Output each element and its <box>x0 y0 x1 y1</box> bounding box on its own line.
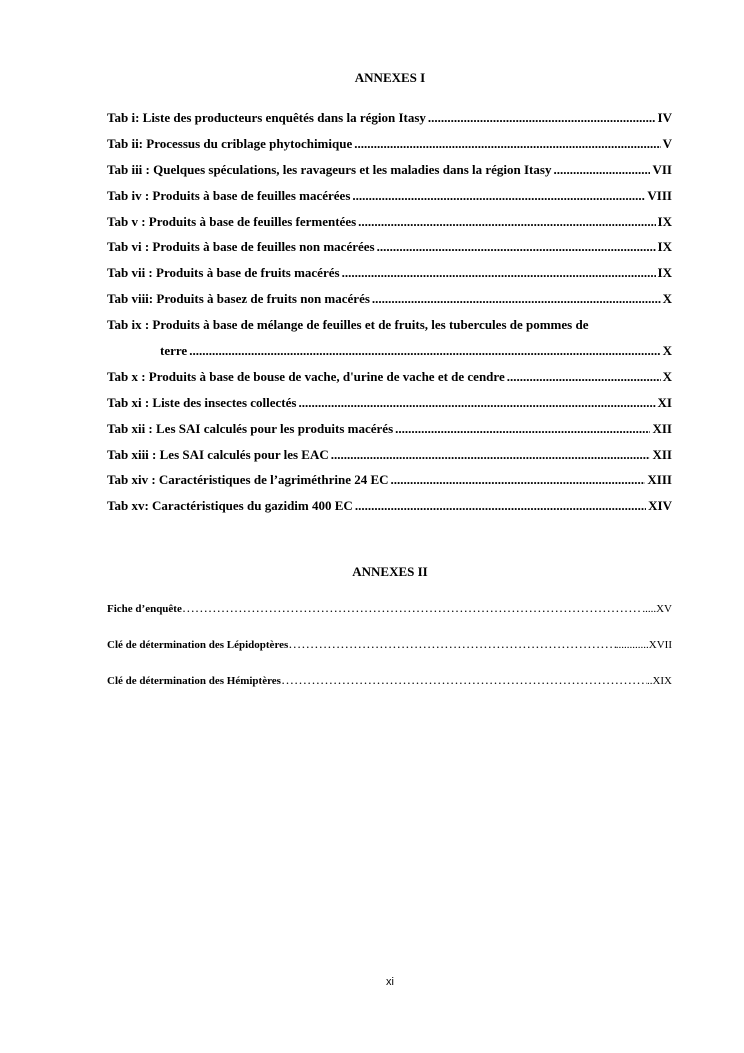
dot-leader <box>331 445 651 465</box>
annexes-1-heading: ANNEXES I <box>354 70 426 85</box>
dot-leader <box>182 600 643 616</box>
toc-entry-title: Tab ii: Processus du criblage phytochimique <box>107 135 353 151</box>
toc-entry-tab-v[interactable] <box>107 212 672 238</box>
toc-entry-tab-viii[interactable] <box>107 289 672 315</box>
toc-entry-page: IX <box>657 213 672 229</box>
dot-leader <box>553 160 650 180</box>
toc-entry-title: Tab iii : Quelques spéculations, les ravageurs et les maladies dans la région Itasy <box>107 161 552 177</box>
toc-entry-cle-hemipteres[interactable] <box>107 672 672 708</box>
toc-entry-page: X <box>662 368 672 384</box>
toc-entry-tab-xi[interactable] <box>107 393 672 419</box>
toc-entry-page: IV <box>657 110 672 125</box>
toc-entry-tab-xiv[interactable] <box>107 470 672 496</box>
toc-entry-page: IX <box>657 265 672 281</box>
toc-entry-title: Tab xiii : Les SAI calculés pour les EAC <box>107 446 329 462</box>
toc-entry-title: Tab i: Liste des producteurs enquêtés dans la région Itasy <box>107 110 426 125</box>
toc-entry-page: XIV <box>648 498 672 514</box>
annexes-2-toc <box>107 600 672 708</box>
toc-entry-tab-iii[interactable] <box>107 160 672 186</box>
dot-leader <box>281 672 647 688</box>
toc-entry-title: Tab xi : Liste des insectes collectés <box>107 394 297 410</box>
toc-entry-page: V <box>662 135 672 151</box>
dot-leader <box>352 186 645 206</box>
toc-entry-cle-lepidopteres[interactable] <box>107 636 672 672</box>
toc-entry-title: Tab x : Produits à base de bouse de vache, d'urine de vache et de cendre <box>107 368 505 384</box>
toc-entry-title: Clé de détermination des Lépidoptères <box>107 639 289 651</box>
toc-entry-page: XI <box>657 394 672 410</box>
toc-entry-page: X <box>662 343 672 359</box>
toc-entry-title: Tab viii: Produits à basez de fruits non macérés <box>107 291 370 307</box>
toc-entry-page: ............XVII <box>615 639 672 651</box>
dot-leader <box>342 263 656 283</box>
dot-leader <box>354 134 660 154</box>
toc-entry-title: Tab xiv : Caractéristiques de l’agriméthrine 24 EC <box>107 472 389 488</box>
toc-entry-fiche-enquete[interactable] <box>107 600 672 636</box>
toc-entry-page: VIII <box>647 187 672 203</box>
toc-entry-title: Clé de détermination des Hémiptères <box>107 675 281 687</box>
toc-entry-tab-i[interactable] <box>107 108 672 134</box>
toc-entry-tab-iv[interactable] <box>107 186 672 212</box>
toc-entry-tab-xii[interactable] <box>107 419 672 445</box>
toc-entry-title-continued: terre <box>160 343 188 359</box>
toc-entry-tab-vi[interactable] <box>107 237 672 263</box>
toc-entry-title: Tab xv: Caractéristiques du gazidim 400 EC <box>107 498 353 514</box>
toc-entry-title: Tab vi : Produits à base de feuilles non macérées <box>107 239 375 255</box>
dot-leader <box>355 496 646 516</box>
toc-entry-page: .....XV <box>642 603 672 615</box>
toc-entry-page: XII <box>652 446 672 462</box>
toc-entry-tab-ii[interactable] <box>107 134 672 160</box>
toc-entry-title: Fiche d’enquête <box>107 603 182 615</box>
annexes-2-heading: ANNEXES II <box>352 564 428 579</box>
toc-entry-title: Tab v : Produits à base de feuilles fermentées <box>107 213 357 229</box>
toc-entry-page: IX <box>657 239 672 255</box>
toc-entry-continuation <box>107 341 672 367</box>
dot-leader <box>189 341 660 361</box>
toc-entry-tab-xv[interactable] <box>107 496 672 522</box>
dot-leader <box>358 212 655 232</box>
toc-entry-page: XIII <box>647 472 672 488</box>
toc-entry-title: Tab xii : Les SAI calculés pour les produits macérés <box>107 420 394 436</box>
toc-entry-tab-x[interactable] <box>107 367 672 393</box>
toc-entry-title: Tab vii : Produits à base de fruits macérés <box>107 265 340 281</box>
dot-leader <box>507 367 661 387</box>
dot-leader <box>288 636 615 652</box>
toc-entry-page: XII <box>652 420 672 436</box>
dot-leader <box>298 393 655 413</box>
page-number: xi <box>386 976 394 988</box>
toc-entry-tab-xiii[interactable] <box>107 445 672 471</box>
toc-entry-title: Tab iv : Produits à base de feuilles macérées <box>107 187 351 203</box>
toc-entry-page: VII <box>652 161 672 177</box>
dot-leader <box>428 108 656 128</box>
toc-entry-tab-ix[interactable] <box>107 315 672 367</box>
toc-entry-page: ..XIX <box>646 675 672 687</box>
toc-entry-page: X <box>662 291 672 307</box>
dot-leader <box>372 289 661 309</box>
dot-leader <box>395 419 650 439</box>
dot-leader <box>377 237 656 257</box>
toc-entry-title: Tab ix : Produits à base de mélange de feuilles et de fruits, les tubercules de pommes de <box>107 317 589 333</box>
annexes-1-toc <box>107 108 672 522</box>
dot-leader <box>391 470 646 490</box>
toc-entry-tab-vii[interactable] <box>107 263 672 289</box>
